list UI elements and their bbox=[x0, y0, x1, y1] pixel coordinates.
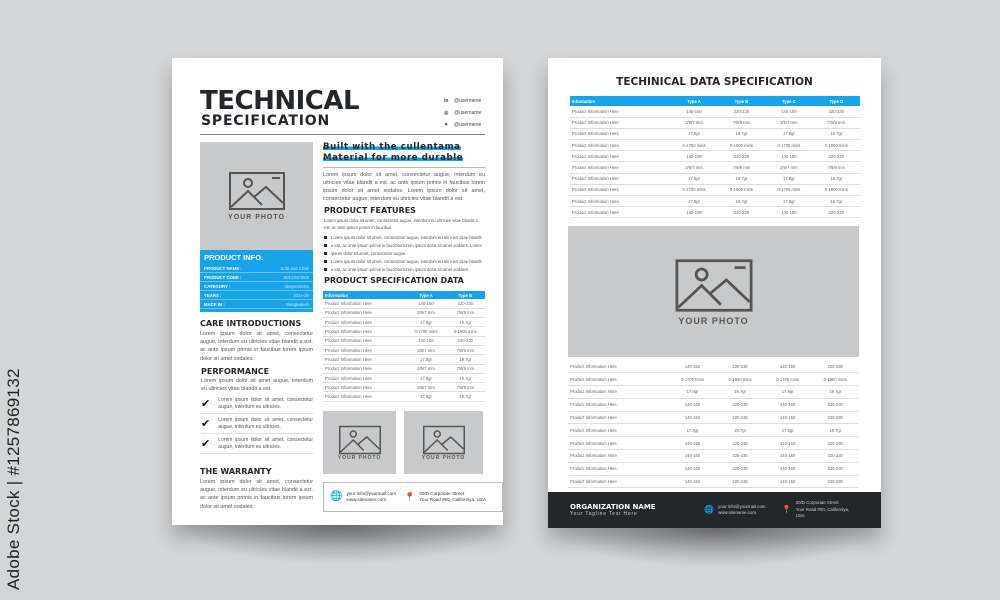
social-item bbox=[444, 119, 481, 131]
social-item bbox=[444, 107, 481, 119]
social-icon: in bbox=[444, 98, 449, 104]
data-table-bottom bbox=[568, 360, 859, 488]
table-row bbox=[323, 383, 485, 392]
table-cell: Product Information Here bbox=[568, 360, 669, 373]
table-row bbox=[323, 308, 485, 317]
table-cell: 19.7gr bbox=[446, 318, 485, 327]
table-row bbox=[323, 327, 485, 336]
table-cell: 140-150 bbox=[764, 411, 812, 424]
table-cell: Product Information Here bbox=[323, 299, 406, 308]
table-cell: 0-1900 mins bbox=[716, 373, 764, 386]
table-row bbox=[568, 475, 859, 488]
table-cell: 0-1700 mins bbox=[765, 184, 812, 195]
table-row bbox=[323, 364, 485, 373]
tagline: Your Tagline Text Here bbox=[570, 511, 638, 517]
table-row bbox=[570, 117, 860, 128]
social-icon: ◎ bbox=[444, 110, 449, 116]
checkmark-icon: ✔ bbox=[201, 398, 211, 410]
table-header bbox=[570, 96, 860, 106]
table-cell: 17.8gr bbox=[670, 196, 717, 207]
table-cell: 0-1700 mins bbox=[765, 140, 812, 151]
table-cell: Product Information Here bbox=[323, 327, 406, 336]
table-cell: 220-230 bbox=[718, 207, 765, 218]
bullet-text: Lorem ipsum dolor sit amet, consectetur augue, interdum eu ultricies vitae blandit bbox=[331, 234, 482, 240]
table-cell: 220-230 bbox=[716, 437, 764, 450]
table-row bbox=[570, 151, 860, 162]
feature-bullet bbox=[324, 241, 486, 249]
table-row bbox=[568, 398, 859, 411]
table-cell: 140-150 bbox=[764, 450, 812, 463]
table-cell: Product Information Here bbox=[568, 462, 669, 475]
table-cell: Product Information Here bbox=[323, 308, 406, 317]
table-cell: 0-1900 mins bbox=[811, 373, 859, 386]
organization-footer bbox=[548, 492, 881, 528]
table-cell: 140-150 bbox=[764, 398, 812, 411]
table-row bbox=[568, 373, 859, 386]
table-cell: 220-230 bbox=[716, 360, 764, 373]
photo-placeholder-3 bbox=[404, 411, 483, 474]
table-cell: 3/5/7 mm bbox=[670, 162, 717, 173]
table-cell: 0-1700 mins bbox=[406, 327, 445, 336]
bullet-text: a est. ac ante ipsum primis in faucibus lorem ipsum dolor sit amet sodales. Lorem bbox=[331, 242, 483, 248]
table-cell: 140-150 bbox=[764, 462, 812, 475]
photo-placeholder bbox=[200, 142, 313, 250]
table-cell: 17.8gr bbox=[406, 355, 445, 364]
table-cell: 17.8gr bbox=[406, 373, 445, 382]
column-header: Type A bbox=[670, 96, 717, 106]
address-line-1: 00/D Corporate Street bbox=[419, 490, 465, 496]
bullet-text: Lorem ipsum dolor sit amet, consectetur augue, interdum eu ultricies vitae blandit bbox=[331, 258, 482, 264]
column-header: Type B bbox=[718, 96, 765, 106]
table-cell: Product Information Here bbox=[568, 424, 669, 437]
bullet-icon bbox=[324, 260, 327, 263]
table-cell: Product Information Here bbox=[323, 383, 406, 392]
table-cell: 220-230 bbox=[813, 106, 860, 117]
table-cell: 19.7gr bbox=[718, 128, 765, 139]
table-cell: 220-230 bbox=[446, 299, 485, 308]
table-cell: 140-150 bbox=[669, 411, 717, 424]
contact-footer bbox=[323, 482, 503, 512]
email: your info@yourmail.com bbox=[718, 503, 766, 509]
table-row bbox=[568, 424, 859, 437]
image-icon bbox=[228, 171, 286, 211]
table-cell: Product Information Here bbox=[568, 437, 669, 450]
table-cell: Product Information Here bbox=[323, 355, 406, 364]
table-cell: 140-150 bbox=[765, 151, 812, 162]
social-handle: @username bbox=[454, 98, 482, 104]
table-cell: 19.7gr bbox=[446, 392, 485, 401]
table-cell: 140-150 bbox=[670, 106, 717, 117]
table-cell: 220-230 bbox=[811, 450, 859, 463]
social-links bbox=[444, 95, 481, 131]
table-cell: 19.7gr bbox=[811, 386, 859, 399]
table-cell: 7/8/9 mm bbox=[813, 117, 860, 128]
title-specification: SPECIFICATION bbox=[201, 113, 330, 129]
table-cell: 3/5/7 mm bbox=[670, 117, 717, 128]
table-cell: 220-230 bbox=[811, 462, 859, 475]
table-row bbox=[570, 128, 860, 139]
table-cell: 19.7gr bbox=[716, 424, 764, 437]
table-cell: Product Information Here bbox=[570, 140, 670, 151]
table-cell: 0-1900 mins bbox=[446, 327, 485, 336]
table-row bbox=[323, 345, 485, 354]
stock-watermark: Adobe Stock | #1257869132 bbox=[4, 368, 23, 590]
photo-label: YOUR PHOTO bbox=[421, 454, 466, 461]
table-cell: 220-230 bbox=[718, 151, 765, 162]
headline-line-1: Built with the cullentama bbox=[323, 142, 461, 152]
table-cell: 19.7gr bbox=[718, 173, 765, 184]
table-cell: 220-230 bbox=[718, 106, 765, 117]
table-cell: 140-150 bbox=[406, 336, 445, 345]
table-cell: 3/5/7 mm bbox=[765, 117, 812, 128]
table-cell: 0-1700 mins bbox=[670, 184, 717, 195]
table-cell: Product Information Here bbox=[323, 318, 406, 327]
image-icon bbox=[674, 258, 754, 313]
table-cell: 0-1900 mins bbox=[718, 140, 765, 151]
info-key: MADE IN : bbox=[204, 301, 225, 307]
table-row bbox=[568, 360, 859, 373]
info-key: YEARS : bbox=[204, 292, 222, 298]
care-text: Lorem ipsum dolor sit amet, consectetur augue, interdum eu ultricies vitae blandit a est. ac ante ipsum primis in faucibus lorem ipsum dolor sit amet sodales. bbox=[200, 331, 313, 362]
table-cell: 220-230 bbox=[716, 475, 764, 488]
table-cell: Product Information Here bbox=[323, 373, 406, 382]
table-row bbox=[323, 373, 485, 382]
table-row bbox=[570, 207, 860, 218]
organization-name: ORGANIZATION NAME bbox=[570, 503, 656, 511]
table-cell: Product Information Here bbox=[570, 162, 670, 173]
divider bbox=[200, 134, 485, 135]
table-row bbox=[323, 336, 485, 345]
table-cell: 7/8/9 mm bbox=[446, 383, 485, 392]
data-spec-title: TECHINICAL DATA SPECIFICATION bbox=[616, 76, 813, 88]
features-title: PRODUCT FEATURES bbox=[324, 206, 416, 215]
photo-label: YOUR PHOTO bbox=[337, 454, 382, 461]
table-cell: 17.8gr bbox=[670, 128, 717, 139]
info-value: xbayes2SDc bbox=[284, 283, 309, 289]
column-header: Type D bbox=[813, 96, 860, 106]
performance-text: Lorem ipsum dolor sit amet augue, interdum eu ultricies vitae blandit a est. bbox=[201, 378, 313, 393]
table-cell: Product Information Here bbox=[570, 128, 670, 139]
table-row bbox=[570, 140, 860, 151]
column-header: Type A bbox=[406, 291, 445, 299]
info-value: 001234/0005 bbox=[283, 274, 309, 280]
table-cell: 7/8/9 mm bbox=[718, 117, 765, 128]
table-header bbox=[323, 291, 485, 299]
table-cell: 220-230 bbox=[811, 475, 859, 488]
photo-label: YOUR PHOTO bbox=[228, 214, 285, 221]
website: www.sitename.com bbox=[346, 497, 387, 502]
table-cell: 19.7gr bbox=[811, 424, 859, 437]
right-page bbox=[548, 58, 881, 528]
table-cell: 19.7gr bbox=[813, 196, 860, 207]
care-title: CARE INTRODUCTIONS bbox=[200, 319, 302, 328]
table-cell: 3/5/7 mm bbox=[406, 364, 445, 373]
social-icon: ✦ bbox=[444, 122, 449, 128]
product-info-row bbox=[200, 282, 313, 291]
table-cell: 0-1700 mins bbox=[669, 373, 717, 386]
table-cell: 17.8gr bbox=[669, 424, 717, 437]
product-info-box bbox=[200, 250, 313, 312]
headline bbox=[323, 142, 485, 203]
globe-icon: 🌐 bbox=[330, 490, 343, 502]
check-item bbox=[201, 394, 313, 414]
title-technical: TECHNICAL bbox=[200, 86, 360, 116]
table-cell: 140-150 bbox=[406, 299, 445, 308]
website: www.sitename.com bbox=[718, 510, 756, 515]
left-page bbox=[172, 58, 503, 525]
address-line-2: Your Road #00, Californiya, USA bbox=[419, 497, 487, 502]
table-row bbox=[570, 196, 860, 207]
address-line-2: Your Road #00, Californiya, USA bbox=[795, 506, 850, 519]
photo-label: YOUR PHOTO bbox=[678, 315, 749, 326]
table-cell: Product Information Here bbox=[568, 411, 669, 424]
table-cell: 0-1900 mins bbox=[813, 140, 860, 151]
check-text: Lorem ipsum dolor sit amet, consectetur augue, interdum eu ultricies. bbox=[218, 396, 313, 410]
table-cell: 220-230 bbox=[811, 360, 859, 373]
table-cell: 0-1700 mins bbox=[764, 373, 812, 386]
intro-text: Lorem ipsum dolor sit amet, consectetur augue, interdum eu ultricies vitae blandit a est. ac ante ipsum primis in faucibus lorem ipsum dolor sit amet sodales. Lorem ipsum dolor sit amet, consectetur augue, interdum eu ultricies vitae blandit a est. bbox=[323, 171, 485, 203]
check-item bbox=[201, 434, 313, 454]
bullet-icon bbox=[324, 244, 327, 247]
spec-title: PRODUCT SPECIFICATION DATA bbox=[324, 276, 464, 285]
check-text: Lorem ipsum dolor sit amet, consectetur augue, interdum eu ultricies. bbox=[218, 416, 313, 430]
table-row bbox=[323, 299, 485, 308]
performance-title: PERFORMANCE bbox=[201, 367, 270, 376]
table-cell: 7/8/9 mm bbox=[446, 308, 485, 317]
photo-placeholder-2 bbox=[323, 411, 396, 474]
column-header: Information bbox=[570, 96, 670, 106]
location-icon: 📍 bbox=[781, 504, 792, 514]
feature-bullet bbox=[324, 233, 486, 241]
table-cell: 3/5/7 mm bbox=[406, 308, 445, 317]
bullet-icon bbox=[324, 236, 327, 239]
table-row bbox=[323, 318, 485, 327]
location-icon: 📍 bbox=[404, 491, 416, 502]
social-handle: @username bbox=[454, 110, 482, 116]
table-cell: 3/5/7 mm bbox=[406, 383, 445, 392]
info-value: 2024-25 bbox=[293, 292, 309, 298]
table-cell: Product Information Here bbox=[570, 106, 670, 117]
table-cell: 17.8gr bbox=[669, 386, 717, 399]
table-cell: 19.7gr bbox=[716, 386, 764, 399]
column-header: Information bbox=[323, 291, 406, 299]
table-cell: 140-150 bbox=[669, 462, 717, 475]
table-cell: 220-230 bbox=[811, 411, 859, 424]
table-cell: Product Information Here bbox=[570, 196, 670, 207]
table-cell: 17.8gr bbox=[406, 392, 445, 401]
email: your info@yourmail.com bbox=[346, 490, 397, 496]
table-cell: 17.8gr bbox=[670, 173, 717, 184]
image-icon bbox=[422, 425, 466, 455]
product-info-row bbox=[200, 300, 313, 309]
table-cell: Product Information Here bbox=[568, 373, 669, 386]
table-cell: 0-1700 mins bbox=[670, 140, 717, 151]
table-cell: 0-1900 mins bbox=[718, 184, 765, 195]
social-handle: @username bbox=[454, 122, 482, 128]
table-cell: Product Information Here bbox=[323, 364, 406, 373]
table-cell: 7/8/9 mm bbox=[813, 162, 860, 173]
table-cell: Product Information Here bbox=[568, 386, 669, 399]
table-cell: 19.7gr bbox=[813, 173, 860, 184]
table-row bbox=[568, 462, 859, 475]
table-cell: Product Information Here bbox=[570, 151, 670, 162]
address-line-1: 00/D Corporate Street bbox=[795, 500, 839, 506]
checkmark-icon: ✔ bbox=[201, 438, 211, 450]
table-cell: 220-230 bbox=[716, 398, 764, 411]
image-icon bbox=[338, 425, 382, 455]
check-text: Lorem ipsum dolor sit amet, consectetur augue, interdum eu ultricies. bbox=[218, 436, 313, 450]
table-cell: 140-150 bbox=[764, 437, 812, 450]
warranty-title: THE WARRANTY bbox=[200, 467, 272, 476]
bullet-text: ipsum dolor sit amet, consectetur augue. bbox=[331, 250, 407, 256]
table-cell: Product Information Here bbox=[568, 398, 669, 411]
table-cell: Product Information Here bbox=[570, 173, 670, 184]
table-cell: 19.7gr bbox=[446, 373, 485, 382]
features-list bbox=[324, 233, 486, 273]
table-cell: 140-150 bbox=[764, 475, 812, 488]
info-key: CATEGORY : bbox=[204, 283, 231, 289]
table-row bbox=[568, 450, 859, 463]
photo-placeholder-large bbox=[568, 226, 859, 357]
info-value: Sofa and Chair bbox=[280, 265, 309, 271]
table-cell: 17.8gr bbox=[765, 128, 812, 139]
table-cell: 140-150 bbox=[670, 207, 717, 218]
table-cell: 140-150 bbox=[765, 207, 812, 218]
table-cell: 220-230 bbox=[716, 462, 764, 475]
table-row bbox=[568, 437, 859, 450]
table-cell: Product Information Here bbox=[570, 184, 670, 195]
table-cell: 3/5/7 mm bbox=[406, 345, 445, 354]
table-cell: Product Information Here bbox=[568, 450, 669, 463]
table-cell: 17.8gr bbox=[765, 173, 812, 184]
performance-checklist bbox=[201, 394, 313, 454]
product-info-row bbox=[200, 264, 313, 273]
check-item bbox=[201, 414, 313, 434]
table-row bbox=[570, 173, 860, 184]
table-cell: 19.7gr bbox=[446, 355, 485, 364]
table-cell: 140-150 bbox=[764, 360, 812, 373]
table-row bbox=[570, 162, 860, 173]
table-row bbox=[568, 411, 859, 424]
table-cell: Product Information Here bbox=[570, 117, 670, 128]
table-row bbox=[323, 355, 485, 364]
table-cell: Product Information Here bbox=[568, 475, 669, 488]
headline-line-2: Material for more durable bbox=[323, 153, 464, 163]
table-cell: 17.8gr bbox=[764, 424, 812, 437]
table-cell: 7/8/9 mm bbox=[718, 162, 765, 173]
table-cell: 19.7gr bbox=[718, 196, 765, 207]
product-info-row bbox=[200, 291, 313, 300]
table-cell: 7/8/9 mm bbox=[446, 345, 485, 354]
table-row bbox=[568, 386, 859, 399]
table-cell: 220-230 bbox=[813, 151, 860, 162]
feature-bullet bbox=[324, 249, 486, 257]
feature-bullet bbox=[324, 257, 486, 265]
info-key: PRODUCT NAME : bbox=[204, 265, 242, 271]
table-cell: 7/8/9 mm bbox=[446, 364, 485, 373]
table-cell: 140-150 bbox=[765, 106, 812, 117]
table-cell: 140-150 bbox=[669, 437, 717, 450]
globe-icon: 🌐 bbox=[704, 504, 715, 514]
column-header: Type C bbox=[765, 96, 812, 106]
table-cell: 140-150 bbox=[669, 360, 717, 373]
warranty-text: Lorem ipsum dolor sit amet, consectetur augue, interdum eu ultricies vitae blandit a est. ac ante ipsum primis in faucibus lorem ipsum dolor sit amet sodales. bbox=[200, 479, 313, 510]
table-cell: 17.8gr bbox=[406, 318, 445, 327]
bullet-text: a est. ac ante ipsum primis in faucibus lorem ipsum dolor sit amet sodales. bbox=[331, 266, 470, 272]
product-info-title: PRODUCT INFO. bbox=[204, 253, 264, 262]
table-cell: 220-230 bbox=[446, 336, 485, 345]
table-cell: 220-230 bbox=[716, 411, 764, 424]
table-cell: 140-150 bbox=[669, 450, 717, 463]
table-cell: 17.8gr bbox=[764, 386, 812, 399]
checkmark-icon: ✔ bbox=[201, 418, 211, 430]
table-cell: Product Information Here bbox=[570, 207, 670, 218]
table-cell: Product Information Here bbox=[323, 392, 406, 401]
bullet-icon bbox=[324, 252, 327, 255]
table-cell: 220-230 bbox=[813, 207, 860, 218]
table-cell: 220-230 bbox=[811, 398, 859, 411]
table-row bbox=[570, 184, 860, 195]
table-cell: 140-150 bbox=[670, 151, 717, 162]
table-cell: Product Information Here bbox=[323, 336, 406, 345]
spec-table bbox=[323, 291, 485, 402]
table-cell: 0-1900 mins bbox=[813, 184, 860, 195]
info-value: Bangladesh bbox=[286, 301, 309, 307]
table-cell: 140-150 bbox=[669, 398, 717, 411]
table-cell: 17.8gr bbox=[765, 196, 812, 207]
feature-bullet bbox=[324, 265, 486, 273]
table-cell: 19.7gr bbox=[813, 128, 860, 139]
social-item bbox=[444, 95, 481, 107]
table-cell: 220-230 bbox=[716, 450, 764, 463]
table-cell: 140-150 bbox=[669, 475, 717, 488]
table-row bbox=[570, 106, 860, 117]
table-cell: 3/5/7 mm bbox=[765, 162, 812, 173]
data-table-top bbox=[570, 96, 860, 218]
product-info-row bbox=[200, 273, 313, 282]
features-intro: Lorem ipsum dolor sit amet, consectetur augue, interdum eu ultricies vitae blandit a est. ac ante ipsum primis in faucibus bbox=[324, 218, 479, 230]
bullet-icon bbox=[324, 268, 327, 271]
table-cell: 220-230 bbox=[811, 437, 859, 450]
table-row bbox=[323, 392, 485, 401]
table-cell: Product Information Here bbox=[323, 345, 406, 354]
column-header: Type B bbox=[446, 291, 485, 299]
info-key: PRODUCT CODE : bbox=[204, 274, 242, 280]
